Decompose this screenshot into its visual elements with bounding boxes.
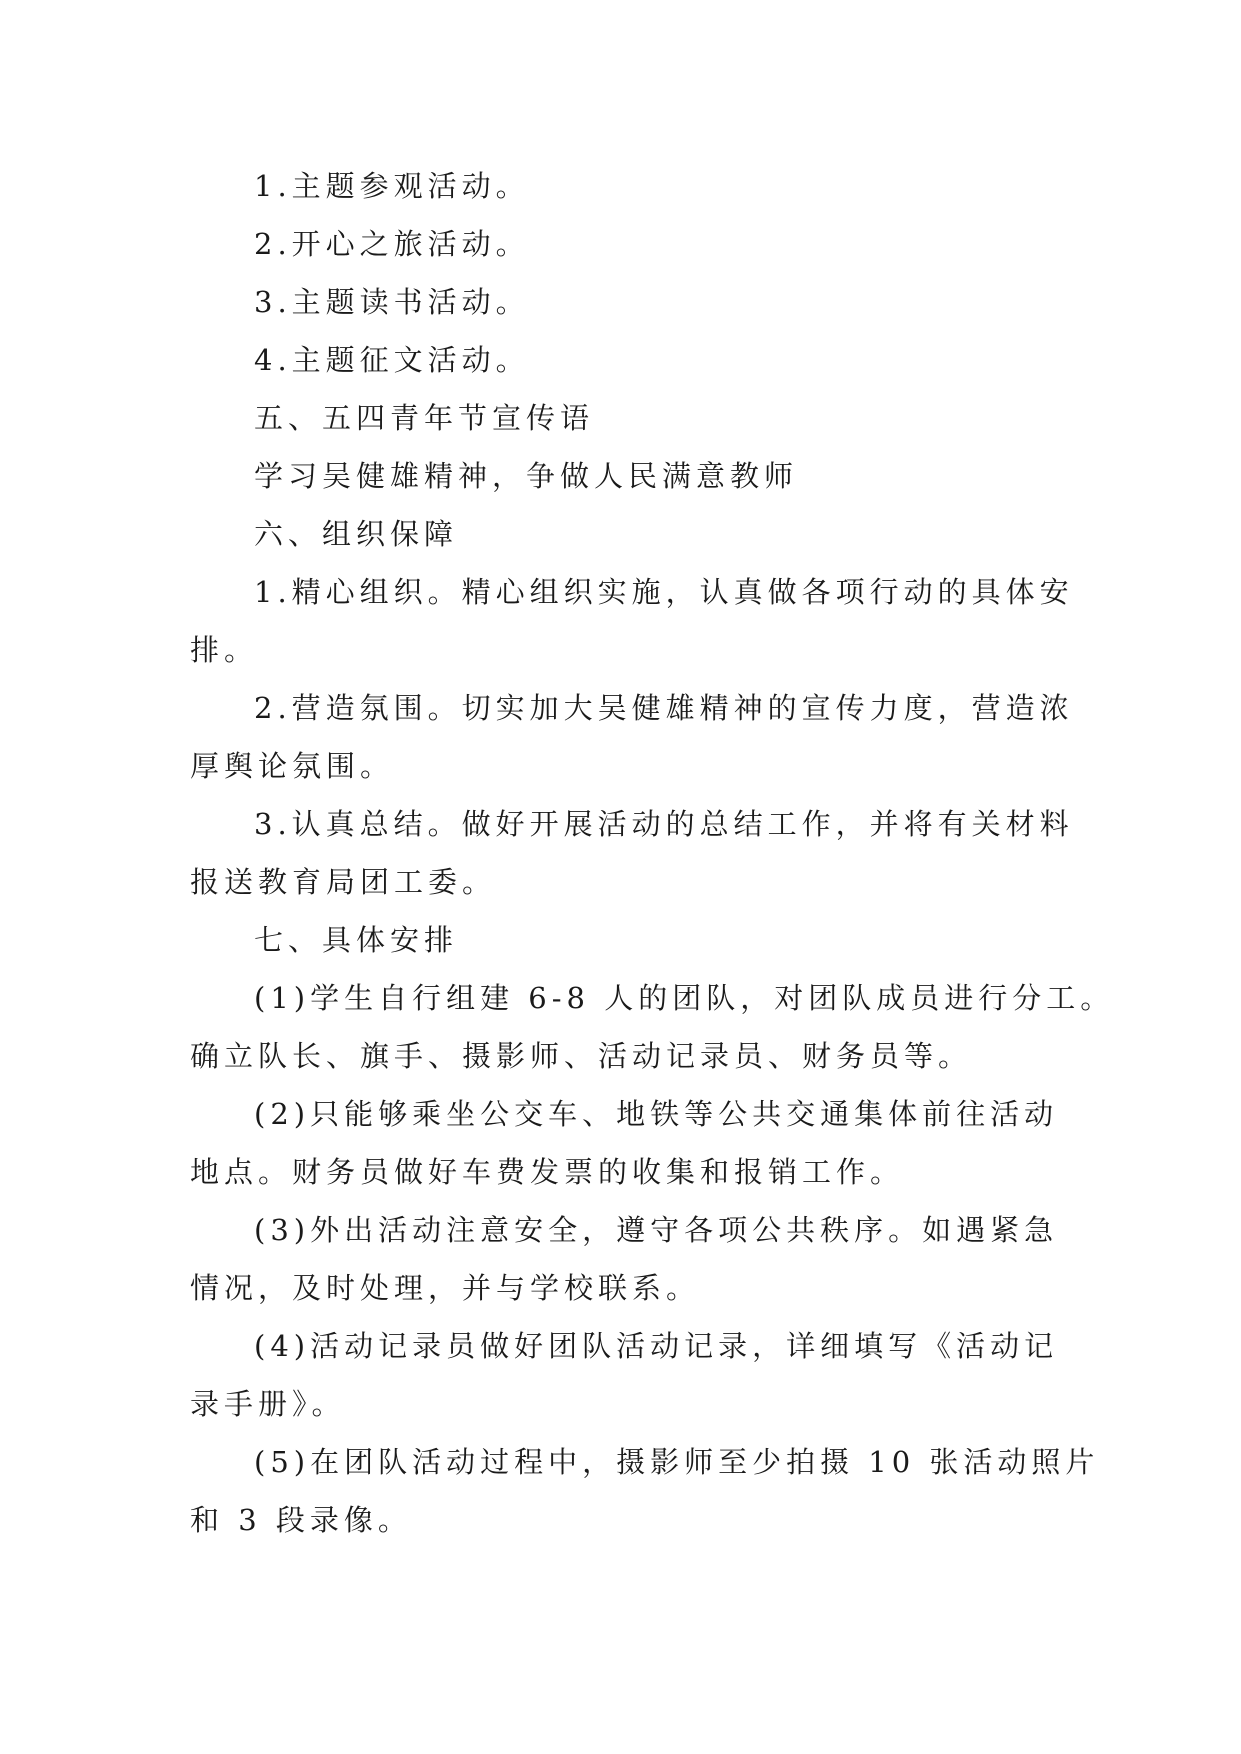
paragraph-item5-line-1: (5)在团队活动过程中，摄影师至少拍摄 10 张活动照片	[254, 1445, 1100, 1479]
paragraph-item4-line-2: 录手册》。	[190, 1387, 346, 1421]
document-body	[190, 157, 1115, 1549]
paragraph-organize-line-1: 1.精心组织。精心组织实施，认真做各项行动的具体安	[254, 575, 1074, 609]
paragraph-atmosphere-line-1: 2.营造氛围。切实加大吴健雄精神的宣传力度，营造浓	[254, 691, 1074, 725]
paragraph-item2-line-1: (2)只能够乘坐公交车、地铁等公共交通集体前往活动	[254, 1097, 1059, 1131]
list-item-happy-trip: 2.开心之旅活动。	[254, 227, 530, 261]
paragraph-atmosphere-line-2: 厚舆论氛围。	[190, 749, 395, 783]
paragraph-item2-line-2: 地点。财务员做好车费发票的收集和报销工作。	[190, 1155, 905, 1189]
paragraph-item5-line-2: 和 3 段录像。	[190, 1503, 412, 1537]
slogan-text: 学习吴健雄精神，争做人民满意教师	[254, 459, 799, 493]
list-item-theme-reading: 3.主题读书活动。	[254, 285, 530, 319]
section-heading-organization: 六、组织保障	[254, 517, 459, 551]
section-heading-arrangement: 七、具体安排	[254, 923, 459, 957]
section-heading-slogan: 五、五四青年节宣传语	[254, 401, 595, 435]
paragraph-summary-line-2: 报送教育局团工委。	[190, 865, 497, 899]
list-item-theme-essay: 4.主题征文活动。	[254, 343, 530, 377]
paragraph-item3-line-2: 情况，及时处理，并与学校联系。	[190, 1271, 701, 1305]
paragraph-item1-line-2: 确立队长、旗手、摄影师、活动记录员、财务员等。	[190, 1039, 973, 1073]
paragraph-item3-line-1: (3)外出活动注意安全，遵守各项公共秩序。如遇紧急	[254, 1213, 1059, 1247]
paragraph-item1-line-1: (1)学生自行组建 6-8 人的团队，对团队成员进行分工。	[254, 981, 1115, 1015]
paragraph-organize-line-2: 排。	[190, 633, 259, 667]
list-item-theme-visit: 1.主题参观活动。	[254, 169, 530, 203]
paragraph-summary-line-1: 3.认真总结。做好开展活动的总结工作，并将有关材料	[254, 807, 1074, 841]
paragraph-item4-line-1: (4)活动记录员做好团队活动记录，详细填写《活动记	[254, 1329, 1059, 1363]
